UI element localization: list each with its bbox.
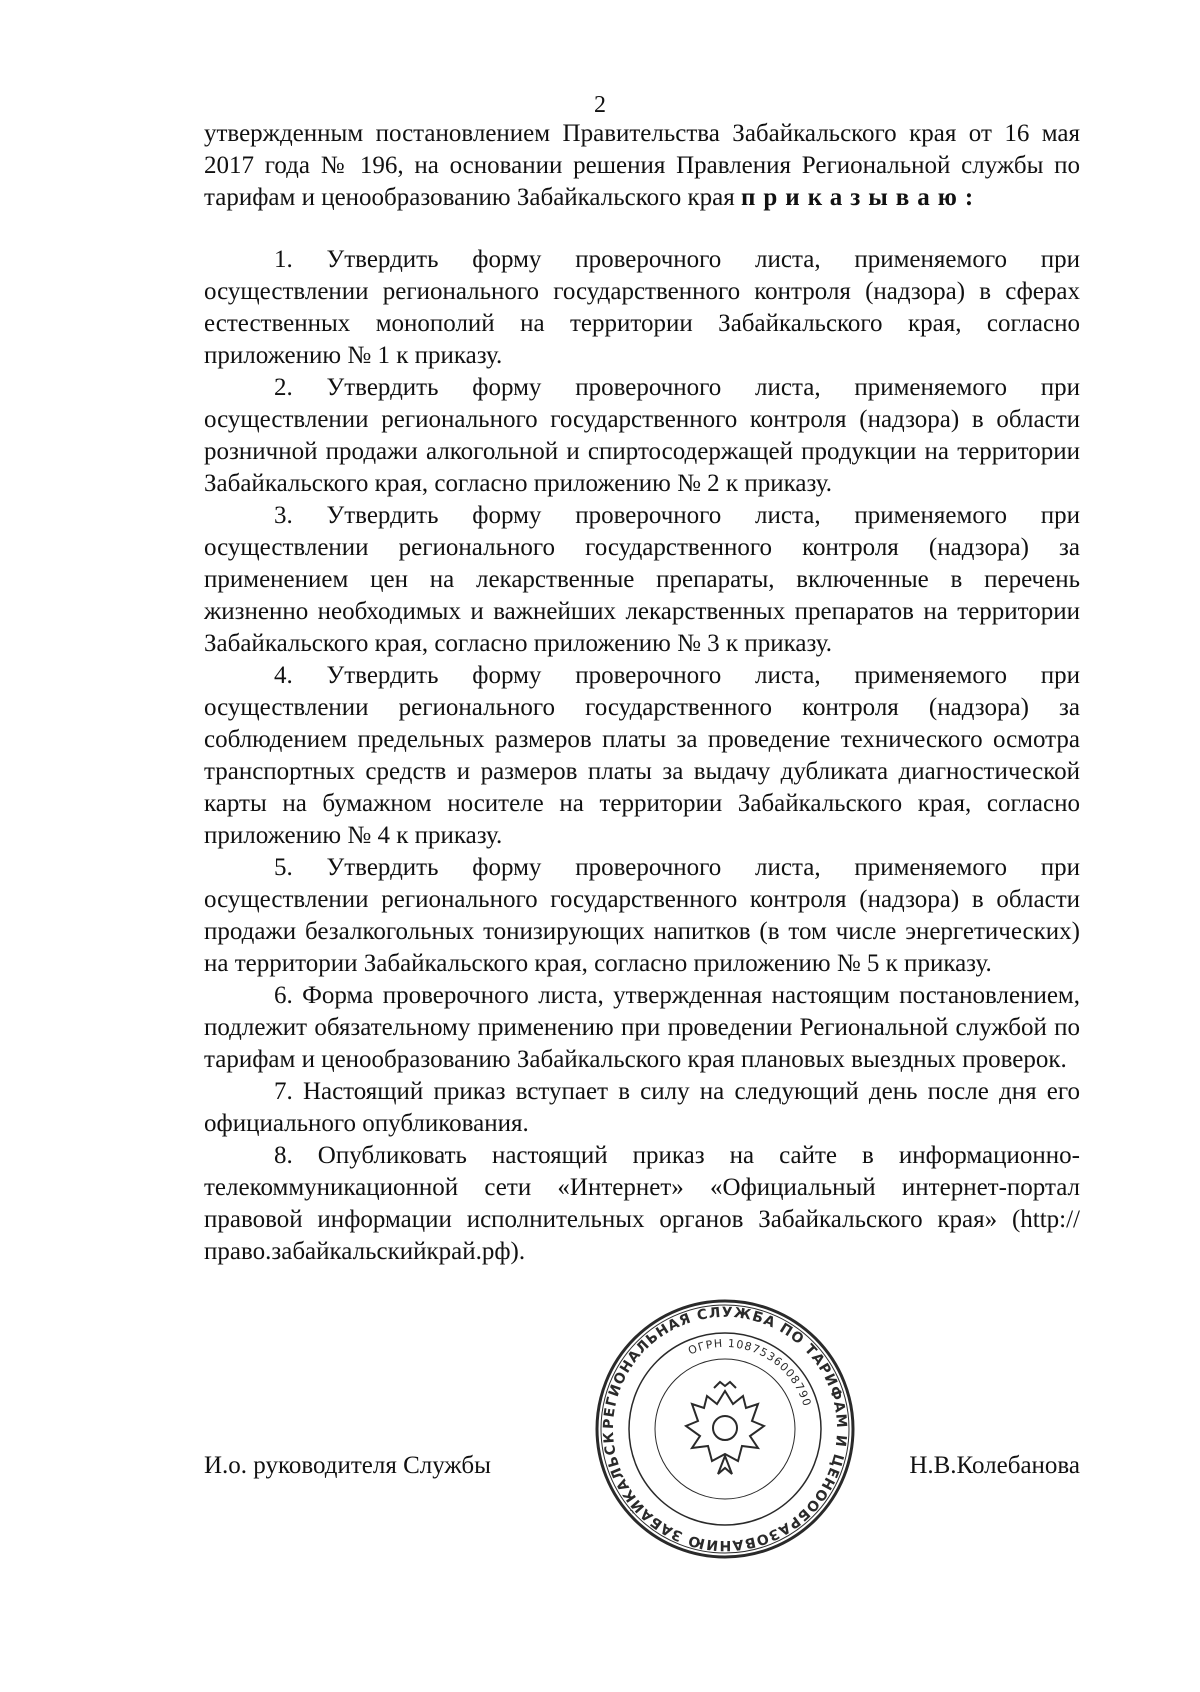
- clause-6: [204, 980, 1080, 1076]
- clause-number: 4.: [274, 662, 293, 689]
- clause-number: 3.: [274, 502, 293, 529]
- signatory-name: Н.В.Колебанова: [909, 1452, 1080, 1479]
- clause-number: 1.: [274, 246, 293, 273]
- clause-number: 8.: [274, 1142, 293, 1169]
- intro-text: утвержденным постановлением Правительства Забайкальского края от 16 мая 2017 года № 196, на основании решения Правления Региональной службы по тарифам и ценообразованию Забайкальского края: [204, 120, 1080, 211]
- clause-number: 2.: [274, 374, 293, 401]
- clause-number: 5.: [274, 854, 293, 881]
- eagle-emblem-icon: [686, 1382, 764, 1474]
- clause-text: Утвердить форму проверочного листа, применяемого при осуществлении регионального государственного контроля (надзора) в области розничной продажи алкогольной и спиртосодержащей продукции на территории Забайкальского края, согласно приложению № 2 к приказу.: [204, 374, 1080, 497]
- svg-text:ОГРН 1087536008790: [686, 1337, 813, 1408]
- seal-outer-text: РЕГИОНАЛЬНАЯ СЛУЖБА ПО ТАРИФАМ И ЦЕНООБРАЗОВАНИЮ ЗАБАЙКАЛЬСК: [600, 1304, 850, 1554]
- clause-number: 7.: [274, 1078, 293, 1105]
- clause-3: [204, 500, 1080, 660]
- seal-inner-text: ОГРН 1087536008790: [686, 1336, 814, 1409]
- clause-text: Утвердить форму проверочного листа, применяемого при осуществлении регионального государственного контроля (надзора) за соблюдением предельных размеров платы за проведение технического осмотра транспортных средств и размеров платы за выдачу дубликата диагностической карты на бумажном носителе на территории Забайкальского края, согласно приложению № 4 к приказу.: [204, 662, 1080, 849]
- document-body: [204, 118, 1080, 1268]
- command-word: приказываю:: [740, 184, 982, 211]
- clause-text: Форма проверочного листа, утвержденная настоящим постановлением, подлежит обязательному применению при проведении Региональной службой по тарифам и ценообразованию Забайкальского края плановых выездных проверок.: [204, 982, 1081, 1073]
- seal-icon: [592, 1296, 858, 1562]
- clause-8: [204, 1140, 1080, 1268]
- clause-1: [204, 244, 1080, 372]
- clause-7: [204, 1076, 1080, 1140]
- clause-number: 6.: [274, 982, 293, 1009]
- clause-text: Утвердить форму проверочного листа, применяемого при осуществлении регионального государственного контроля (надзора) в области продажи безалкогольных тонизирующих напитков (в том числе энергетических) на территории Забайкальского края, согласно приложению № 5 к приказу.: [204, 854, 1080, 977]
- clause-text: Настоящий приказ вступает в силу на следующий день после дня его официального опубликования.: [204, 1078, 1081, 1137]
- clause-5: [204, 852, 1080, 980]
- intro-paragraph: [204, 118, 1080, 214]
- page-number: 2: [594, 92, 606, 118]
- clause-text: Опубликовать настоящий приказ на сайте в информационно-телекоммуникационной сети «Интернет» «Официальный интернет-портал правовой информации исполнительных органов Забайкальского края» (http://право.забайкальскийкрай.рф).: [204, 1142, 1080, 1265]
- official-seal: [592, 1296, 858, 1562]
- clause-text: Утвердить форму проверочного листа, применяемого при осуществлении регионального государственного контроля (надзора) в сферах естественных монополий на территории Забайкальского края, согласно приложению № 1 к приказу.: [204, 246, 1080, 369]
- signatory-title: И.о. руководителя Службы: [204, 1452, 491, 1479]
- clause-4: [204, 660, 1080, 852]
- clause-2: [204, 372, 1080, 500]
- clause-text: Утвердить форму проверочного листа, применяемого при осуществлении регионального государственного контроля (надзора) за применением цен на лекарственные препараты, включенные в перечень жизненно необходимых и важнейших лекарственных препаратов на территории Забайкальского края, согласно приложению № 3 к приказу.: [204, 502, 1080, 657]
